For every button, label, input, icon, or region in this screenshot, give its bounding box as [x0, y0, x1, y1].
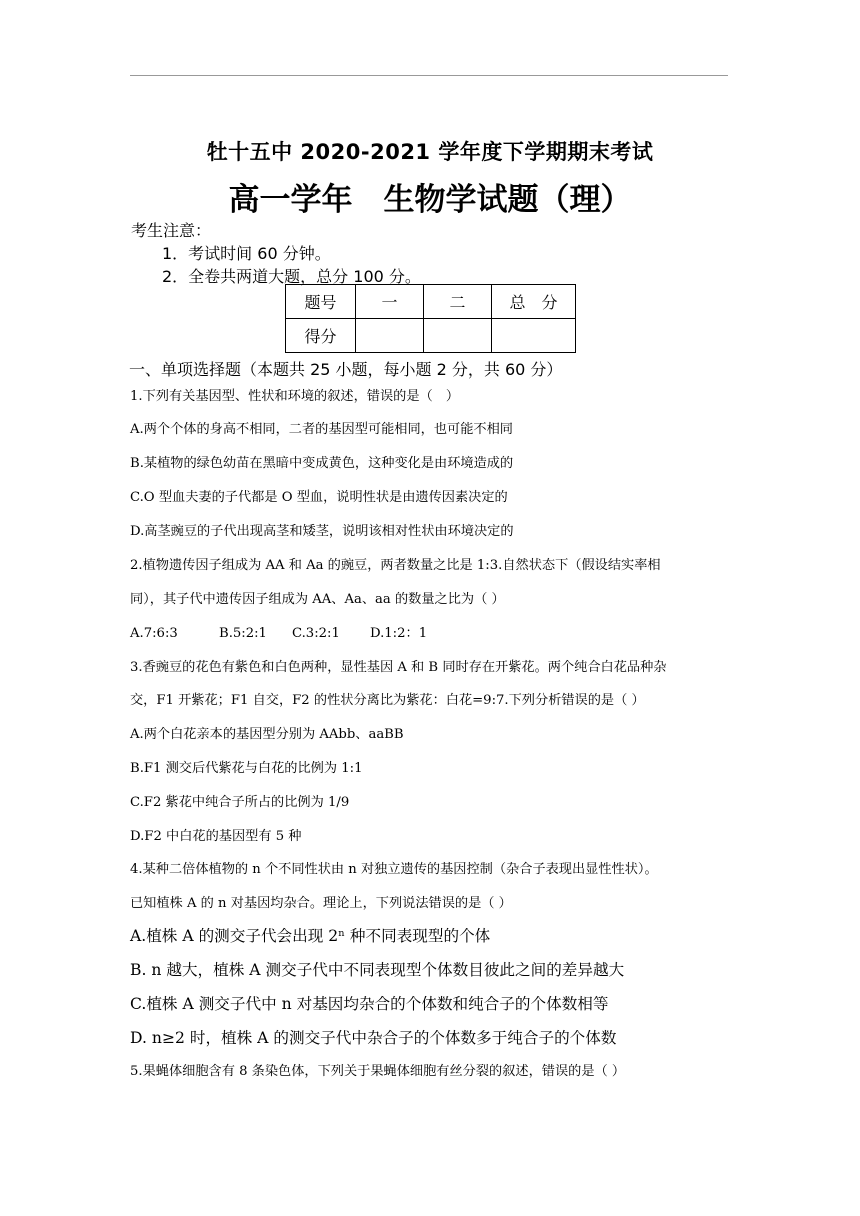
- question-option: D.高茎豌豆的子代出现高茎和矮茎，说明该相对性状由环境决定的: [130, 524, 514, 539]
- question-option: A.两个个体的身高不相同，二者的基因型可能相同，也可能不相同: [130, 422, 513, 437]
- question-option: C.3:2:1: [292, 626, 340, 641]
- score-input-cell[interactable]: [356, 319, 424, 353]
- notice-heading: 考生注意：: [131, 221, 212, 240]
- score-input-cell[interactable]: [424, 319, 492, 353]
- table-cell: 二: [424, 285, 492, 319]
- question-option: B.某植物的绿色幼苗在黑暗中变成黄色，这种变化是由环境造成的: [130, 456, 514, 471]
- question-option: C.F2 紫花中纯合子所占的比例为 1/9: [130, 795, 350, 810]
- table-cell: 总 分: [492, 285, 576, 319]
- question-stem: 2.植物遗传因子组成为 AA 和 Aa 的豌豆，两者数量之比是 1:3.自然状态下（假设结实率相: [130, 558, 661, 573]
- question-option: B.F1 测交后代紫花与白花的比例为 1:1: [130, 761, 363, 776]
- score-input-cell[interactable]: [492, 319, 576, 353]
- question-stem: 1.下列有关基因型、性状和环境的叙述，错误的是（ ）: [130, 389, 460, 404]
- exam-subtitle: 高一学年 生物学试题（理）: [228, 182, 632, 218]
- table-cell: 得分: [286, 319, 356, 353]
- question-option: C.O 型血夫妻的子代都是 O 型血，说明性状是由遗传因素决定的: [130, 490, 508, 505]
- score-table: [285, 284, 576, 353]
- question-stem: 已知植株 A 的 n 对基因均杂合。理论上，下列说法错误的是（ ）: [130, 896, 512, 911]
- score-table-score-row: [286, 319, 576, 353]
- table-cell: 题号: [286, 285, 356, 319]
- question-option: C.植株 A 测交子代中 n 对基因均杂合的个体数和纯合子的个体数相等: [130, 995, 609, 1013]
- question-stem: 交，F1 开紫花；F1 自交，F2 的性状分离比为紫花：白花=9:7.下列分析错误的是（ ）: [130, 693, 645, 708]
- question-options-row: [130, 622, 427, 641]
- question-stem: 4.某种二倍体植物的 n 个不同性状由 n 对独立遗传的基因控制（杂合子表现出显性性状）。: [130, 862, 658, 877]
- question-option: A.植株 A 的测交子代会出现 2ⁿ 种不同表现型的个体: [130, 927, 491, 945]
- question-option: B. n 越大，植株 A 测交子代中不同表现型个体数目彼此之间的差异越大: [130, 961, 625, 979]
- section-heading: 一、单项选择题（本题共 25 小题，每小题 2 分，共 60 分）: [129, 360, 563, 379]
- question-option: D.1:2：1: [370, 626, 428, 641]
- notice-item: 1．考试时间 60 分钟。: [162, 244, 331, 263]
- question-stem: 3.香豌豆的花色有紫色和白色两种，显性基因 A 和 B 同时存在开紫花。两个纯合白花品种杂: [130, 660, 667, 675]
- question-option: A.两个白花亲本的基因型分别为 AAbb、aaBB: [130, 727, 404, 742]
- notice-item: 2．全卷共两道大题，总分 100 分。: [162, 267, 421, 286]
- table-cell: 一: [356, 285, 424, 319]
- question-option: A.7:6:3: [130, 626, 178, 641]
- question-option: B.5:2:1: [219, 626, 267, 641]
- question-option: D. n≥2 时，植株 A 的测交子代中杂合子的个体数多于纯合子的个体数: [130, 1029, 617, 1047]
- question-option: D.F2 中白花的基因型有 5 种: [130, 829, 302, 844]
- question-stem: 5.果蝇体细胞含有 8 条染色体，下列关于果蝇体细胞有丝分裂的叙述，错误的是（ ）: [130, 1064, 626, 1079]
- question-stem: 同），其子代中遗传因子组成为 AA、Aa、aa 的数量之比为（ ）: [130, 592, 505, 607]
- score-table-header-row: [286, 285, 576, 319]
- header-rule: [130, 75, 728, 76]
- exam-title: 牡十五中 2020-2021 学年度下学期期末考试: [206, 140, 654, 164]
